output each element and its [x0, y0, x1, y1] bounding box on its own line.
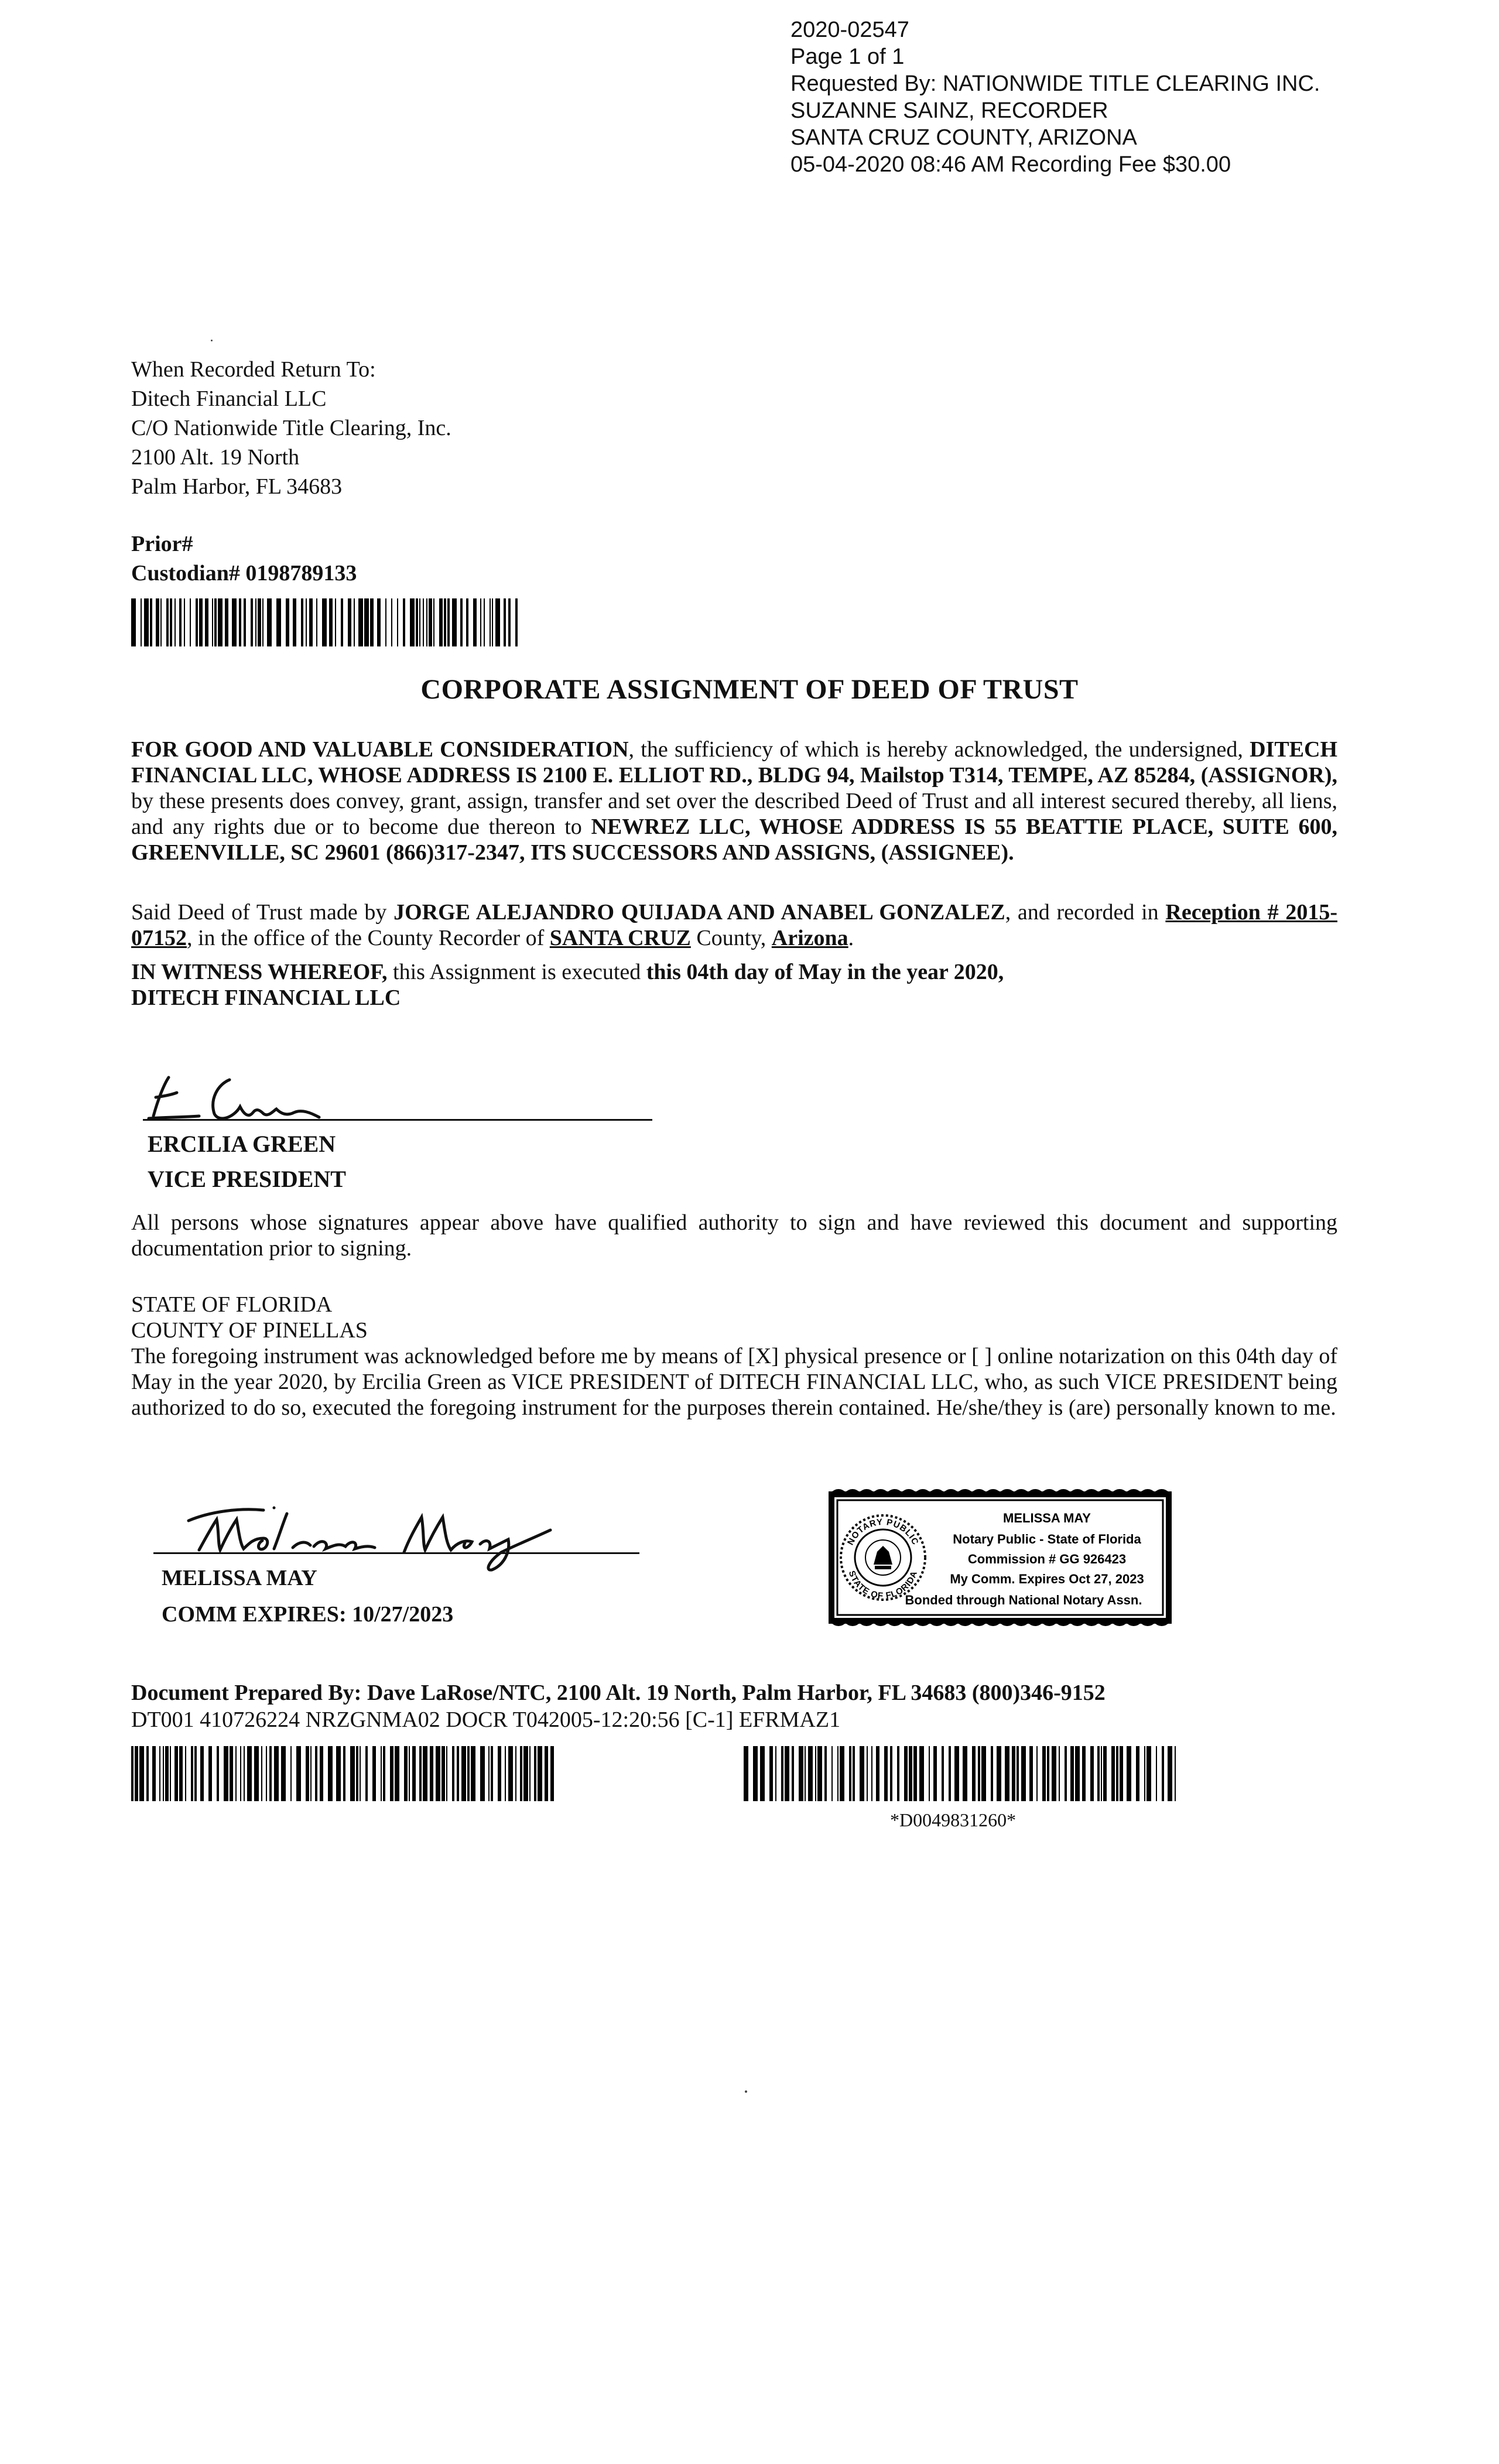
- barcode-bar: [416, 598, 418, 646]
- barcode-bar: [466, 598, 468, 646]
- barcode-bar: [360, 1746, 361, 1801]
- barcode-bar: [301, 598, 303, 646]
- barcode-bar: [170, 598, 172, 646]
- barcode-bar: [498, 1746, 501, 1801]
- barcode-bar: [837, 1746, 839, 1801]
- speck: [745, 2090, 747, 2093]
- barcode-bar: [224, 1746, 228, 1801]
- consideration-lead: FOR GOOD AND VALUABLE CONSIDERATION: [131, 737, 629, 762]
- barcode-bar: [350, 1746, 355, 1801]
- barcode-bar: [343, 1746, 345, 1801]
- barcode-bar: [395, 1746, 399, 1801]
- notary-county: COUNTY OF PINELLAS: [131, 1318, 368, 1343]
- return-heading: When Recorded Return To:: [131, 357, 376, 382]
- barcode-bar: [890, 1746, 892, 1801]
- barcode-bar: [139, 1746, 144, 1801]
- speck: [211, 340, 213, 341]
- barcode-bar: [286, 598, 289, 646]
- barcode-bar: [144, 598, 149, 646]
- prepared-by: Document Prepared By: Dave LaRose/NTC, 2100 Alt. 19 North, Palm Harbor, FL 34683 (800)346-9152: [131, 1681, 1106, 1705]
- consideration-text-1: , the sufficiency of which is hereby acknowledged, the undersigned,: [628, 737, 1243, 762]
- barcode-bar: [505, 1746, 506, 1801]
- barcode-bar: [760, 1746, 765, 1801]
- execution-date: this 04th day of May in the year 2020,: [646, 960, 1004, 984]
- barcode-bar: [191, 1746, 193, 1801]
- stamp-line-4: Bonded through National Notary Assn.: [905, 1593, 1142, 1607]
- barcode-bar: [135, 1746, 138, 1801]
- return-line-2: C/O Nationwide Title Clearing, Inc.: [131, 416, 451, 440]
- recorder-county: SANTA CRUZ COUNTY, ARIZONA: [790, 125, 1137, 150]
- barcode-bar: [372, 1746, 376, 1801]
- barcode-bar: [452, 1746, 454, 1801]
- ercilia-green-signature: [141, 1067, 363, 1125]
- barcode-bar: [423, 598, 424, 646]
- acknowledgment-text: The foregoing instrument was acknowledged before me by means of [X] physical presence or [ ] online notarization on this 04th day of May in the year 2020, by Ercilia Green as VICE PRESIDENT of DITECH FINANCIAL LLC, who, as such VICE PRESIDENT being authorized to do so, executed the foregoing instrument for the purposes therein contained. He/she/they is (are) personally known to me.: [131, 1344, 1337, 1420]
- barcode-bar: [929, 1746, 930, 1801]
- barcode-bar: [467, 1746, 470, 1801]
- notary-stamp: [824, 1487, 1176, 1628]
- barcode-bar: [156, 598, 159, 646]
- barcode-bar: [884, 1746, 888, 1801]
- barcode-bar: [358, 598, 363, 646]
- barcode-bar: [255, 598, 256, 646]
- barcode-bar: [385, 598, 386, 646]
- barcode-bar: [1005, 1746, 1009, 1801]
- barcode-bar: [545, 1746, 548, 1801]
- barcode-bar: [244, 1746, 245, 1801]
- barcode-bar: [1047, 1746, 1049, 1801]
- barcode-bar: [390, 1746, 393, 1801]
- barcode-bar: [1042, 1746, 1046, 1801]
- barcode-bar: [1090, 1746, 1094, 1801]
- consideration-text-2: by these presents does convey, grant, assign, transfer and set over the described Deed of Trust and all interest secured thereby, all liens, and any rights due or to become due thereon to: [131, 789, 1337, 839]
- barcode-bar: [1111, 1746, 1115, 1801]
- barcode-bar: [1065, 1746, 1067, 1801]
- barcode-bar: [184, 598, 185, 646]
- barcode-bar: [1075, 1746, 1080, 1801]
- barcode-bar: [276, 598, 281, 646]
- barcode-bar: [179, 1746, 183, 1801]
- barcode-bar: [217, 1746, 219, 1801]
- barcode-bar: [808, 1746, 813, 1801]
- barcode-bar: [785, 1746, 789, 1801]
- barcode-bar: [419, 1746, 422, 1801]
- barcode-bar: [146, 1746, 149, 1801]
- seal-bottom-text: STATE OF FLORIDA: [846, 1569, 920, 1601]
- barcode-bar: [775, 1746, 776, 1801]
- barcode-bar: [1156, 1746, 1157, 1801]
- barcode-bar: [410, 598, 415, 646]
- barcode-bar: [370, 598, 374, 646]
- barcode-bar: [460, 598, 463, 646]
- assignee: NEWREZ LLC, WHOSE ADDRESS IS 55 BEATTIE PLACE, SUITE 600, GREENVILLE, SC 29601 (866)317-2347, ITS SUCCESSORS AND ASSIGNS, (ASSIGNEE).: [131, 815, 1337, 865]
- barcode-bar: [185, 1746, 186, 1801]
- barcode-bar: [515, 1746, 516, 1801]
- barcode-bar: [523, 1746, 528, 1801]
- barcode-bar: [328, 1746, 333, 1801]
- deed-text-5: .: [848, 926, 854, 950]
- barcode-bar: [356, 1746, 358, 1801]
- barcode-bar: [200, 1746, 204, 1801]
- barcode-bar: [492, 598, 493, 646]
- barcode-bar: [447, 598, 450, 646]
- barcode-bar: [1127, 1746, 1131, 1801]
- signature-line: [143, 1119, 652, 1121]
- barcode-bar: [439, 598, 443, 646]
- barcode-bar: [354, 598, 355, 646]
- notary-acknowledgment: [131, 1292, 1337, 1421]
- barcode-bar: [293, 598, 296, 646]
- barcode-bar: [244, 598, 246, 646]
- barcode-bar: [1017, 1746, 1019, 1801]
- barcode-bar: [141, 598, 142, 646]
- barcode-bar: [933, 1746, 937, 1801]
- barcode-bar: [781, 1746, 783, 1801]
- barcode-bar: [409, 1746, 410, 1801]
- barcode-bar: [913, 1746, 917, 1801]
- barcode-bar: [235, 1746, 237, 1801]
- barcode-bar: [991, 1746, 993, 1801]
- recording-datetime-fee: 05-04-2020 08:46 AM Recording Fee $30.00: [790, 152, 1231, 177]
- witness-lead: IN WITNESS WHEREOF,: [131, 960, 388, 984]
- barcode-bar: [170, 1746, 171, 1801]
- barcode-bar: [954, 1746, 959, 1801]
- barcode-bar: [412, 1746, 416, 1801]
- signer-block: [148, 1127, 346, 1197]
- barcode-bar: [240, 1746, 241, 1801]
- barcode-bar: [997, 1746, 1001, 1801]
- custodian-barcode: [131, 598, 518, 646]
- barcode-bar: [840, 1746, 844, 1801]
- barcode-bar: [194, 1746, 197, 1801]
- barcode-bar: [769, 1746, 773, 1801]
- document-title: CORPORATE ASSIGNMENT OF DEED OF TRUST: [420, 674, 1079, 705]
- barcode-bar: [942, 1746, 944, 1801]
- barcode-bar: [508, 1746, 513, 1801]
- barcode-bar: [978, 1746, 980, 1801]
- barcode-bar: [320, 1746, 323, 1801]
- barcode-bar: [365, 1746, 368, 1801]
- barcode-bar: [1012, 1746, 1015, 1801]
- barcode-bar: [799, 1746, 803, 1801]
- barcode-bar: [1103, 1746, 1107, 1801]
- barcode-bar: [212, 598, 213, 646]
- barcode-bar: [281, 1746, 286, 1801]
- notary-signer-block: [162, 1560, 453, 1633]
- barcode-bar: [230, 1746, 233, 1801]
- return-address: [131, 355, 451, 501]
- barcode-bar: [1059, 1746, 1060, 1801]
- barcode-bar: [403, 598, 405, 646]
- barcode-bar: [383, 1746, 385, 1801]
- barcode-bar: [267, 598, 272, 646]
- barcode-bar: [860, 1746, 864, 1801]
- barcode-bar: [480, 598, 481, 646]
- barcode-bar: [824, 1746, 827, 1801]
- barcode-bar: [262, 598, 263, 646]
- barcode-bar: [254, 1746, 259, 1801]
- deed-text-4: County,: [690, 926, 772, 950]
- return-line-4: Palm Harbor, FL 34683: [131, 474, 343, 499]
- barcode-bar: [159, 1746, 160, 1801]
- barcode-bar: [174, 1746, 178, 1801]
- stamp-line-2: Commission # GG 926423: [967, 1552, 1127, 1566]
- barcode-bar: [247, 1746, 252, 1801]
- barcode-bar: [792, 1746, 794, 1801]
- barcode-bar: [306, 598, 307, 646]
- witness-clause: [131, 959, 1337, 1011]
- barcode-bar: [433, 598, 434, 646]
- page-count: Page 1 of 1: [790, 45, 905, 69]
- footer: [131, 1679, 1106, 1733]
- barcode-bar: [190, 598, 191, 646]
- barcode-bar: [166, 598, 169, 646]
- barcode-bar: [515, 598, 518, 646]
- barcode-bar: [442, 1746, 445, 1801]
- barcode-bar: [335, 598, 336, 646]
- barcode-bar: [214, 598, 217, 646]
- deed-text-2: , and recorded in: [1005, 900, 1166, 925]
- barcode-bar: [815, 1746, 816, 1801]
- return-line-1: Ditech Financial LLC: [131, 386, 327, 411]
- barcode-bar: [336, 1746, 341, 1801]
- document-barcode: [131, 1746, 554, 1801]
- notary-signature-line: [153, 1552, 639, 1554]
- barcode-bar: [426, 598, 427, 646]
- notary-comm-expires: COMM EXPIRES: 10/27/2023: [162, 1602, 454, 1627]
- deed-paragraph: [131, 899, 1337, 951]
- barcode-bar: [1175, 1746, 1176, 1801]
- document-id-barcode: [744, 1746, 1177, 1801]
- barcode-bar: [853, 1746, 855, 1801]
- barcode-bar: [1120, 1746, 1123, 1801]
- barcode-bar: [218, 598, 223, 646]
- barcode-bar: [423, 1746, 427, 1801]
- barcode-bar: [480, 1746, 485, 1801]
- barcode-bar: [972, 1746, 976, 1801]
- barcode-bar: [471, 1746, 475, 1801]
- grantors: JORGE ALEJANDRO QUIJADA AND ANABEL GONZALEZ: [393, 900, 1005, 925]
- barcode-bar: [1021, 1746, 1026, 1801]
- barcode-bar: [310, 1746, 312, 1801]
- barcode-bar: [753, 1746, 758, 1801]
- barcode-bar: [1070, 1746, 1074, 1801]
- custodian-number: Custodian# 0198789133: [131, 561, 357, 586]
- barcode-bar: [208, 1746, 212, 1801]
- barcode-bar: [1147, 1746, 1151, 1801]
- consideration-paragraph: [131, 737, 1337, 865]
- barcode-bar: [381, 1746, 382, 1801]
- barcode-bar: [446, 1746, 447, 1801]
- barcode-bar: [341, 598, 343, 646]
- barcode-bar: [1101, 1746, 1102, 1801]
- barcode-bar: [329, 598, 333, 646]
- signer-name: ERCILIA GREEN: [148, 1131, 336, 1157]
- barcode-caption: *D0049831260*: [890, 1809, 1017, 1830]
- barcode-bar: [266, 1746, 267, 1801]
- recorder-name: SUZANNE SAINZ, RECORDER: [790, 98, 1108, 123]
- barcode-bar: [269, 1746, 272, 1801]
- barcode-bar: [1036, 1746, 1038, 1801]
- barcode-bar: [165, 1746, 169, 1801]
- barcode-bar: [258, 598, 261, 646]
- document-codes: DT001 410726224 NRZGNMA02 DOCR T042005-12:20:56 [C-1] EFRMAZ1: [131, 1707, 841, 1732]
- barcode-bar: [508, 598, 511, 646]
- barcode-bar: [550, 1746, 554, 1801]
- barcode-bar: [1136, 1746, 1139, 1801]
- witness-text: this Assignment is executed: [387, 960, 646, 984]
- barcode-bar: [131, 598, 136, 646]
- barcode-bar: [1162, 1746, 1164, 1801]
- barcode-bar: [1116, 1746, 1118, 1801]
- barcode-bar: [274, 1746, 279, 1801]
- barcode-bar: [484, 598, 485, 646]
- barcode-bar: [1052, 1746, 1056, 1801]
- signer-title: VICE PRESIDENT: [148, 1166, 346, 1192]
- barcode-bar: [397, 598, 398, 646]
- stamp-line-3: My Comm. Expires Oct 27, 2023: [950, 1572, 1144, 1586]
- barcode-bar: [457, 1746, 459, 1801]
- barcode-bar: [949, 1746, 951, 1801]
- barcode-bar: [322, 598, 327, 646]
- barcode-bar: [239, 598, 241, 646]
- recorder-header: [790, 16, 1320, 178]
- seal-top-text: NOTARY PUBLIC: [845, 1517, 921, 1547]
- barcode-bar: [461, 1746, 466, 1801]
- barcode-bar: [150, 598, 152, 646]
- barcode-bar: [430, 1746, 433, 1801]
- identifiers: [131, 529, 357, 588]
- barcode-bar: [1029, 1746, 1033, 1801]
- barcode-bar: [871, 1746, 872, 1801]
- deed-text-1: Said Deed of Trust made by: [131, 900, 394, 925]
- barcode-bar: [904, 1746, 908, 1801]
- barcode-bar: [315, 1746, 317, 1801]
- barcode-bar: [1097, 1746, 1100, 1801]
- barcode-bar: [404, 1746, 408, 1801]
- barcode-bar: [981, 1746, 986, 1801]
- barcode-bar: [491, 1746, 493, 1801]
- barcode-bar: [963, 1746, 967, 1801]
- stamp-line-1: Notary Public - State of Florida: [953, 1532, 1141, 1546]
- barcode-bar: [296, 1746, 301, 1801]
- barcode-bar: [520, 1746, 522, 1801]
- reception-number: Reception # 2015-07152: [131, 900, 1337, 950]
- barcode-bar: [131, 1746, 134, 1801]
- barcode-bar: [534, 1746, 536, 1801]
- barcode-bar: [419, 598, 420, 646]
- barcode-bar: [495, 598, 500, 646]
- barcode-bar: [452, 598, 457, 646]
- barcode-bar: [897, 1746, 899, 1801]
- executing-company: DITECH FINANCIAL LLC: [131, 985, 401, 1010]
- barcode-bar: [876, 1746, 879, 1801]
- notary-state: STATE OF FLORIDA: [131, 1292, 333, 1317]
- barcode-bar: [309, 598, 313, 646]
- barcode-bar: [179, 598, 182, 646]
- return-line-3: 2100 Alt. 19 North: [131, 445, 300, 470]
- barcode-bar: [805, 1746, 806, 1801]
- barcode-bar: [348, 598, 351, 646]
- barcode-bar: [196, 598, 198, 646]
- notary-name: MELISSA MAY: [162, 1566, 317, 1590]
- property-county: SANTA CRUZ: [549, 926, 691, 950]
- barcode-bar: [488, 1746, 490, 1801]
- barcode-bar: [1082, 1746, 1086, 1801]
- barcode-bar: [377, 598, 381, 646]
- barcode-bar: [160, 598, 162, 646]
- barcode-bar: [205, 598, 208, 646]
- barcode-bar: [152, 1746, 156, 1801]
- barcode-bar: [867, 1746, 868, 1801]
- requested-by: Requested By: NATIONWIDE TITLE CLEARING INC.: [790, 71, 1320, 96]
- barcode-bar: [225, 598, 228, 646]
- barcode-bar: [919, 1746, 924, 1801]
- barcode-bar: [364, 598, 369, 646]
- barcode-bar: [1144, 1746, 1145, 1801]
- assignor: DITECH FINANCIAL LLC, WHOSE ADDRESS IS 2100 E. ELLIOT RD., BLDG 94, Mailstop T314, TEMPE, AZ 85284, (ASSIGNOR),: [131, 737, 1338, 788]
- barcode-bar: [391, 598, 392, 646]
- deed-text-3: , in the office of the County Recorder of: [187, 926, 550, 950]
- prior-number: Prior#: [131, 532, 193, 556]
- authority-statement: All persons whose signatures appear above have qualified authority to sign and have reviewed this document and supporting documentation prior to signing.: [131, 1210, 1337, 1261]
- barcode-bar: [232, 598, 237, 646]
- barcode-bar: [261, 1746, 262, 1801]
- barcode-bar: [817, 1746, 822, 1801]
- barcode-bar: [436, 1746, 440, 1801]
- property-state: Arizona: [771, 926, 848, 950]
- barcode-bar: [306, 1746, 309, 1801]
- barcode-bar: [290, 1746, 292, 1801]
- stamp-name: MELISSA MAY: [1003, 1511, 1091, 1525]
- barcode-bar: [174, 598, 176, 646]
- barcode-bar: [1168, 1746, 1172, 1801]
- barcode-bar: [444, 598, 446, 646]
- barcode-bar: [473, 598, 477, 646]
- barcode-bar: [429, 598, 432, 646]
- barcode-bar: [831, 1746, 833, 1801]
- barcode-bar: [163, 1746, 164, 1801]
- barcode-bar: [909, 1746, 912, 1801]
- recording-number: 2020-02547: [790, 18, 909, 42]
- barcode-bar: [744, 1746, 748, 1801]
- barcode-bar: [529, 1746, 531, 1801]
- barcode-bar: [490, 598, 491, 646]
- barcode-bar: [538, 1746, 542, 1801]
- barcode-bar: [316, 598, 317, 646]
- barcode-bar: [199, 598, 203, 646]
- barcode-bar: [849, 1746, 851, 1801]
- barcode-bar: [251, 598, 253, 646]
- barcode-bar: [504, 598, 506, 646]
